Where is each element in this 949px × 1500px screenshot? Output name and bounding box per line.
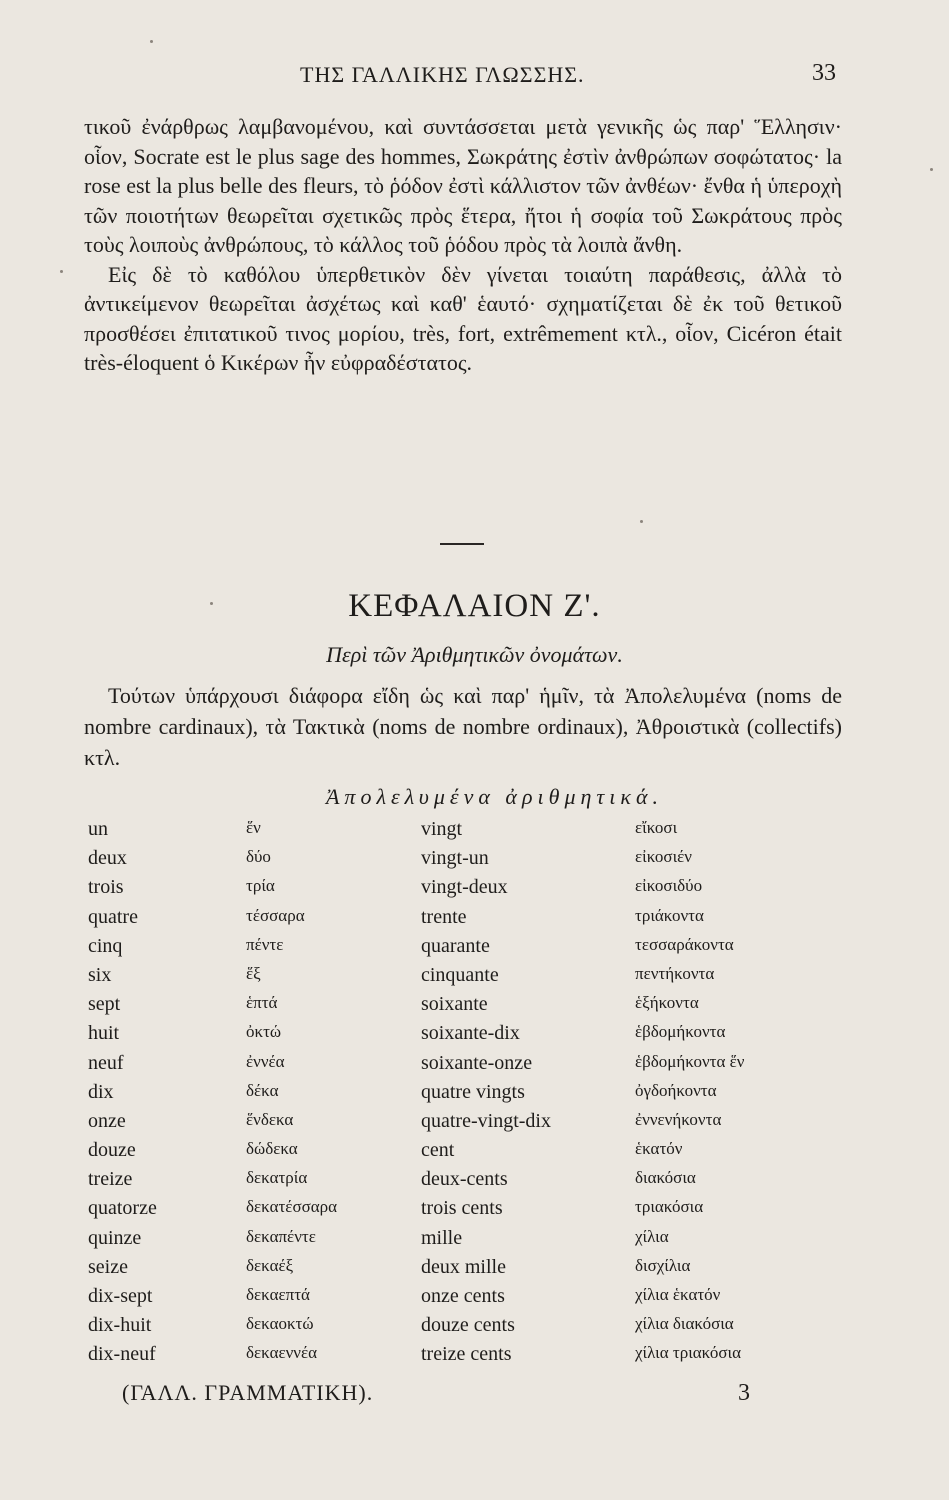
greek-numeral: εἴκοσι bbox=[635, 818, 678, 837]
greek-numeral: τεσσαράκοντα bbox=[635, 934, 734, 954]
greek-numeral: τριάκοντα bbox=[635, 905, 704, 925]
french-numeral: onze bbox=[88, 1109, 126, 1132]
greek-numeral: ἐννενήκοντα bbox=[635, 1109, 722, 1129]
french-numeral: vingt bbox=[421, 818, 463, 840]
greek-numeral: ἑβδομήκοντα ἕν bbox=[635, 1051, 745, 1071]
greek-numeral: δεκαεννέα bbox=[246, 1343, 318, 1363]
greek-numeral: ἑπτά bbox=[246, 993, 278, 1013]
signature-mark: 3 bbox=[738, 1380, 750, 1406]
table-row bbox=[88, 1022, 828, 1051]
french-numeral: vingt-deux bbox=[421, 876, 508, 899]
french-numeral: soixante-onze bbox=[421, 1051, 533, 1074]
table-row bbox=[88, 993, 828, 1022]
french-numeral: dix-huit bbox=[88, 1314, 152, 1337]
table-row bbox=[88, 1168, 828, 1197]
greek-numeral: δισχίλια bbox=[635, 1255, 691, 1275]
french-numeral: treize bbox=[88, 1168, 133, 1191]
french-numeral: deux mille bbox=[421, 1255, 506, 1278]
french-numeral: quatre bbox=[88, 905, 138, 928]
french-numeral: seize bbox=[88, 1255, 128, 1278]
french-numeral: six bbox=[88, 963, 112, 986]
french-numeral: onze cents bbox=[421, 1285, 505, 1307]
french-numeral: quatre vingts bbox=[421, 1080, 525, 1103]
french-numeral: treize cents bbox=[421, 1343, 512, 1366]
french-numeral: cinq bbox=[88, 934, 123, 957]
greek-numeral: δεκαοκτώ bbox=[246, 1314, 314, 1334]
greek-numeral: δεκατέσσαρα bbox=[246, 1197, 338, 1217]
numerals-table-heading: Ἀπολελυμένα ἀριθμητικά. bbox=[325, 784, 663, 809]
french-numeral: neuf bbox=[88, 1051, 124, 1074]
french-numeral: sept bbox=[88, 993, 121, 1016]
table-row bbox=[88, 847, 828, 876]
greek-numeral: ἕξ bbox=[246, 963, 261, 983]
greek-numeral: χίλια διακόσια bbox=[635, 1314, 734, 1334]
greek-numeral: ἑξήκοντα bbox=[635, 993, 699, 1013]
table-row bbox=[88, 1285, 828, 1314]
table-row bbox=[88, 1343, 828, 1372]
chapter-intro: Τούτων ὑπάρχουσι διάφορα εἴδη ὡς καὶ παρ' ἡμῖν, τὰ Ἀπολελυμένα (noms de nombre cardinaux), τὰ Τακτικὰ (noms de nombre ordinaux), Ἀθροιστικὰ (collectifs) κτλ. bbox=[84, 683, 842, 770]
french-numeral: trois cents bbox=[421, 1197, 503, 1220]
french-numeral: huit bbox=[88, 1022, 120, 1045]
greek-numeral: δεκαέξ bbox=[246, 1255, 294, 1275]
french-numeral: quatorze bbox=[88, 1197, 157, 1220]
numerals-table bbox=[88, 818, 828, 1373]
greek-numeral: εἰκοσιδύο bbox=[635, 876, 703, 896]
table-row bbox=[88, 1081, 828, 1110]
greek-numeral: διακόσια bbox=[635, 1168, 696, 1188]
french-numeral: dix-neuf bbox=[88, 1343, 156, 1366]
french-numeral: quarante bbox=[421, 934, 490, 957]
greek-numeral: τέσσαρα bbox=[246, 905, 305, 925]
table-row bbox=[88, 818, 828, 847]
french-numeral: douze bbox=[88, 1139, 136, 1162]
greek-numeral: χίλια τριακόσια bbox=[635, 1343, 742, 1363]
paper-speck bbox=[150, 40, 153, 43]
paper-speck bbox=[930, 168, 933, 171]
paragraph: τικοῦ ἐνάρθρως λαμβανομένου, καὶ συντάσσεται μετὰ γενικῆς ὡς παρ' Ἕλλησιν· οἷον, Socrate est le plus sage des hommes, Σωκράτης ἐστὶν ἀνθρώπων σοφώτατος· la rose est la plus belle des fleurs, τὸ ῥόδον ἐστὶ κάλλιστον τῶν ἀνθέων· ἔνθα ἡ ὑπεροχὴ τῶν ποιοτήτων θεωρεῖται σχετικῶς πρὸς ἕτερα, ἤτοι ἡ σοφία τοῦ Σωκράτους πρὸς τοὺς λοιποὺς ἀνθρώπους, τὸ κάλλος τοῦ ῥόδου πρὸς τὰ λοιπὰ ἄνθη. bbox=[84, 114, 842, 257]
greek-numeral: δέκα bbox=[246, 1080, 279, 1100]
table-row bbox=[88, 1197, 828, 1226]
french-numeral: quinze bbox=[88, 1226, 142, 1249]
greek-numeral: ἑκατόν bbox=[635, 1139, 683, 1159]
paragraph: Εἰς δὲ τὸ καθόλου ὑπερθετικὸν δὲν γίνεται τοιαύτη παράθεσις, ἀλλὰ τὸ ἀντικείμενον θεωρεῖται ἀσχέτως καὶ καθ' ἑαυτό· σχηματίζεται δὲ ἐκ τοῦ θετικοῦ προσθέσει ἐπιτατικοῦ τινος μορίου, très, fort, extrêmement κτλ., οἷον, Cicéron était très-éloquent ὁ Κικέρων ἦν εὐφραδέστατος. bbox=[84, 261, 842, 375]
table-row bbox=[88, 1256, 828, 1285]
table-row bbox=[88, 1227, 828, 1256]
greek-numeral: δώδεκα bbox=[246, 1139, 298, 1159]
greek-numeral: χίλια bbox=[635, 1226, 669, 1246]
greek-numeral: ὀγδοήκοντα bbox=[635, 1080, 717, 1100]
french-numeral: deux-cents bbox=[421, 1168, 508, 1191]
french-numeral: trente bbox=[421, 905, 467, 928]
greek-numeral: ἕν bbox=[246, 818, 261, 837]
french-numeral: cent bbox=[421, 1139, 455, 1162]
french-numeral: vingt-un bbox=[421, 847, 489, 870]
greek-numeral: ὀκτώ bbox=[246, 1022, 282, 1042]
paper-speck bbox=[640, 520, 643, 523]
table-row bbox=[88, 1110, 828, 1139]
table-row bbox=[88, 964, 828, 993]
greek-numeral: πέντε bbox=[246, 934, 284, 954]
french-numeral: mille bbox=[421, 1226, 463, 1249]
body-text bbox=[84, 112, 842, 378]
page-number: 33 bbox=[812, 60, 836, 86]
greek-numeral: δεκαπέντε bbox=[246, 1226, 316, 1246]
french-numeral: un bbox=[88, 818, 108, 840]
greek-numeral: δεκατρία bbox=[246, 1168, 308, 1188]
table-row bbox=[88, 876, 828, 905]
french-numeral: soixante bbox=[421, 993, 488, 1016]
paper-speck bbox=[210, 602, 213, 605]
french-numeral: trois bbox=[88, 876, 124, 899]
greek-numeral: ἑβδομήκοντα bbox=[635, 1022, 726, 1042]
table-row bbox=[88, 1052, 828, 1081]
french-numeral: soixante-dix bbox=[421, 1022, 520, 1045]
section-divider bbox=[440, 543, 484, 545]
french-numeral: deux bbox=[88, 847, 127, 870]
running-head: ΤΗΣ ΓΑΛΛΙΚΗΣ ΓΛΩΣΣΗΣ. bbox=[300, 62, 585, 87]
greek-numeral: χίλια ἑκατόν bbox=[635, 1285, 721, 1304]
table-row bbox=[88, 935, 828, 964]
table-row bbox=[88, 1139, 828, 1168]
chapter-title: ΚΕΦΑΛΑΙΟΝ Ζ'. bbox=[348, 588, 601, 624]
greek-numeral: τριακόσια bbox=[635, 1197, 704, 1217]
french-numeral: dix bbox=[88, 1080, 114, 1103]
french-numeral: quatre-vingt-dix bbox=[421, 1109, 551, 1132]
french-numeral: dix-sept bbox=[88, 1285, 153, 1307]
greek-numeral: ἐννέα bbox=[246, 1051, 285, 1071]
greek-numeral: δύο bbox=[246, 847, 271, 867]
greek-numeral: ἕνδεκα bbox=[246, 1109, 294, 1129]
french-numeral: douze cents bbox=[421, 1314, 515, 1337]
greek-numeral: εἰκοσιέν bbox=[635, 847, 692, 867]
paper-speck bbox=[60, 270, 63, 273]
chapter-subtitle: Περὶ τῶν Ἀριθμητικῶν ὀνομάτων. bbox=[326, 642, 623, 667]
greek-numeral: τρία bbox=[246, 876, 275, 896]
french-numeral: cinquante bbox=[421, 963, 499, 986]
greek-numeral: δεκαεπτά bbox=[246, 1285, 310, 1304]
table-row bbox=[88, 1314, 828, 1343]
greek-numeral: πεντήκοντα bbox=[635, 963, 715, 983]
table-row bbox=[88, 906, 828, 935]
footer-title: (ΓΑΛΛ. ΓΡΑΜΜΑΤΙΚΗ). bbox=[122, 1380, 374, 1405]
